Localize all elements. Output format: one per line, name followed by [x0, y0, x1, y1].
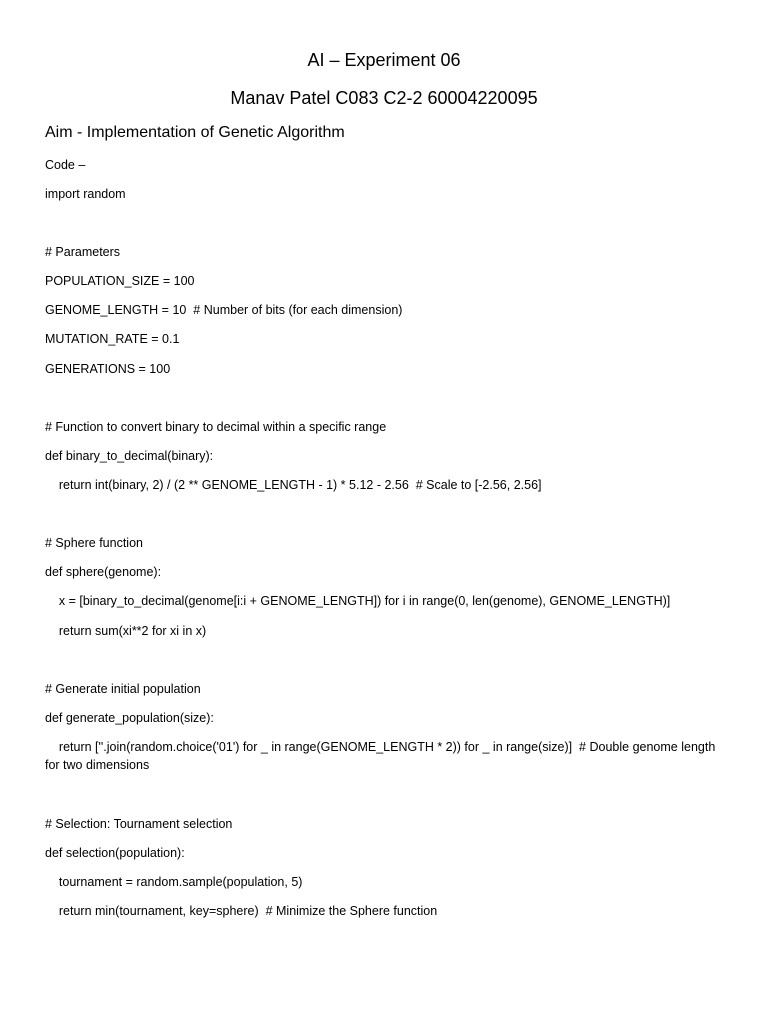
- author-line: Manav Patel C083 C2-2 60004220095: [230, 88, 538, 108]
- code-line: # Function to convert binary to decimal within a specific range: [45, 420, 387, 434]
- code-line: return [''.join(random.choice('01') for _ in range(GENOME_LENGTH * 2)) for _ in range(size)] # Double genome length for two dimensions: [45, 740, 719, 772]
- code-line: import random: [45, 187, 126, 201]
- aim-heading: Aim - Implementation of Genetic Algorithm: [45, 124, 345, 141]
- code-line: x = [binary_to_decimal(genome[i:i + GENOME_LENGTH]) for i in range(0, len(genome), GENOME_LENGTH)]: [45, 594, 671, 608]
- code-line: GENERATIONS = 100: [45, 362, 171, 376]
- code-line: def selection(population):: [45, 846, 185, 860]
- code-line: tournament = random.sample(population, 5): [45, 875, 303, 889]
- code-line: return sum(xi**2 for xi in x): [45, 624, 207, 638]
- code-line: GENOME_LENGTH = 10 # Number of bits (for each dimension): [45, 303, 403, 317]
- code-line: # Parameters: [45, 245, 121, 259]
- code-line: # Sphere function: [45, 536, 143, 550]
- code-line: MUTATION_RATE = 0.1: [45, 332, 180, 346]
- code-line: def sphere(genome):: [45, 565, 162, 579]
- document-title: AI – Experiment 06: [307, 50, 461, 70]
- code-line: return int(binary, 2) / (2 ** GENOME_LENGTH - 1) * 5.12 - 2.56 # Scale to [-2.56, 2.56]: [45, 478, 542, 492]
- code-line: def binary_to_decimal(binary):: [45, 449, 214, 463]
- code-label: Code –: [45, 158, 86, 172]
- code-line: # Selection: Tournament selection: [45, 817, 233, 831]
- code-line: # Generate initial population: [45, 682, 201, 696]
- code-line: def generate_population(size):: [45, 711, 214, 725]
- code-line: POPULATION_SIZE = 100: [45, 274, 195, 288]
- code-line: return min(tournament, key=sphere) # Minimize the Sphere function: [45, 904, 438, 918]
